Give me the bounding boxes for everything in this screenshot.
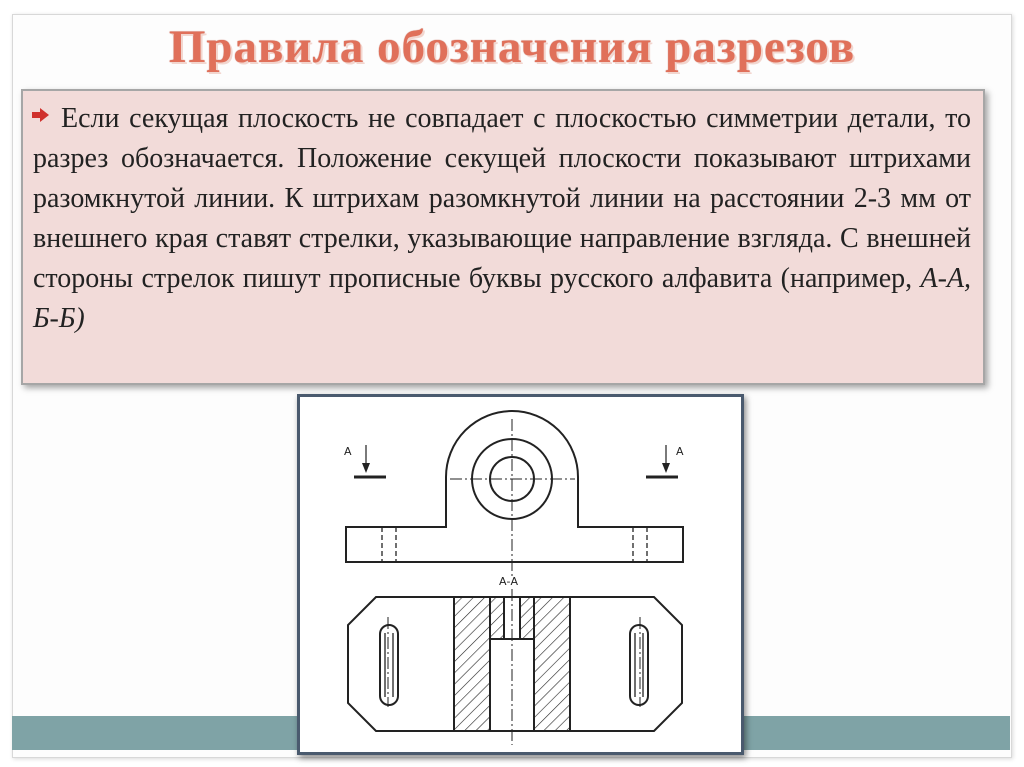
left-cut-label: А [344, 445, 352, 458]
left-slot [380, 625, 398, 705]
right-arrow-head [662, 463, 670, 473]
left-arrow-head [362, 463, 370, 473]
arrow-bullet-icon [31, 107, 51, 123]
drawing-canvas [300, 397, 741, 752]
hatch-top-left [490, 597, 504, 639]
technical-drawing [297, 394, 744, 755]
bullet-text [33, 99, 971, 339]
text-box [21, 89, 985, 385]
bullet-text-example: А-А, Б-Б) [33, 263, 971, 334]
right-slot [630, 625, 648, 705]
hatch-left [454, 597, 490, 731]
right-cut-label: А [676, 445, 684, 458]
slide-title: Правила обозначения разрезов [168, 21, 856, 73]
bullet-text-main: Если секущая плоскость не совпадает с плоскостью симметрии детали, то разрез обозначается. Положение секущей плоскости показывают штрихами разомкнутой линии. К штрихам разомкнутой линии на расстоянии 2-3 мм от внешнего края ставят стрелки, указывающие направление взгляда. С внешней стороны стрелок пишут прописные буквы русского алфавита (например, [33, 103, 971, 294]
hatch-right [534, 597, 570, 731]
hatch-top-right [520, 597, 534, 639]
section-label: А-А [499, 575, 519, 588]
